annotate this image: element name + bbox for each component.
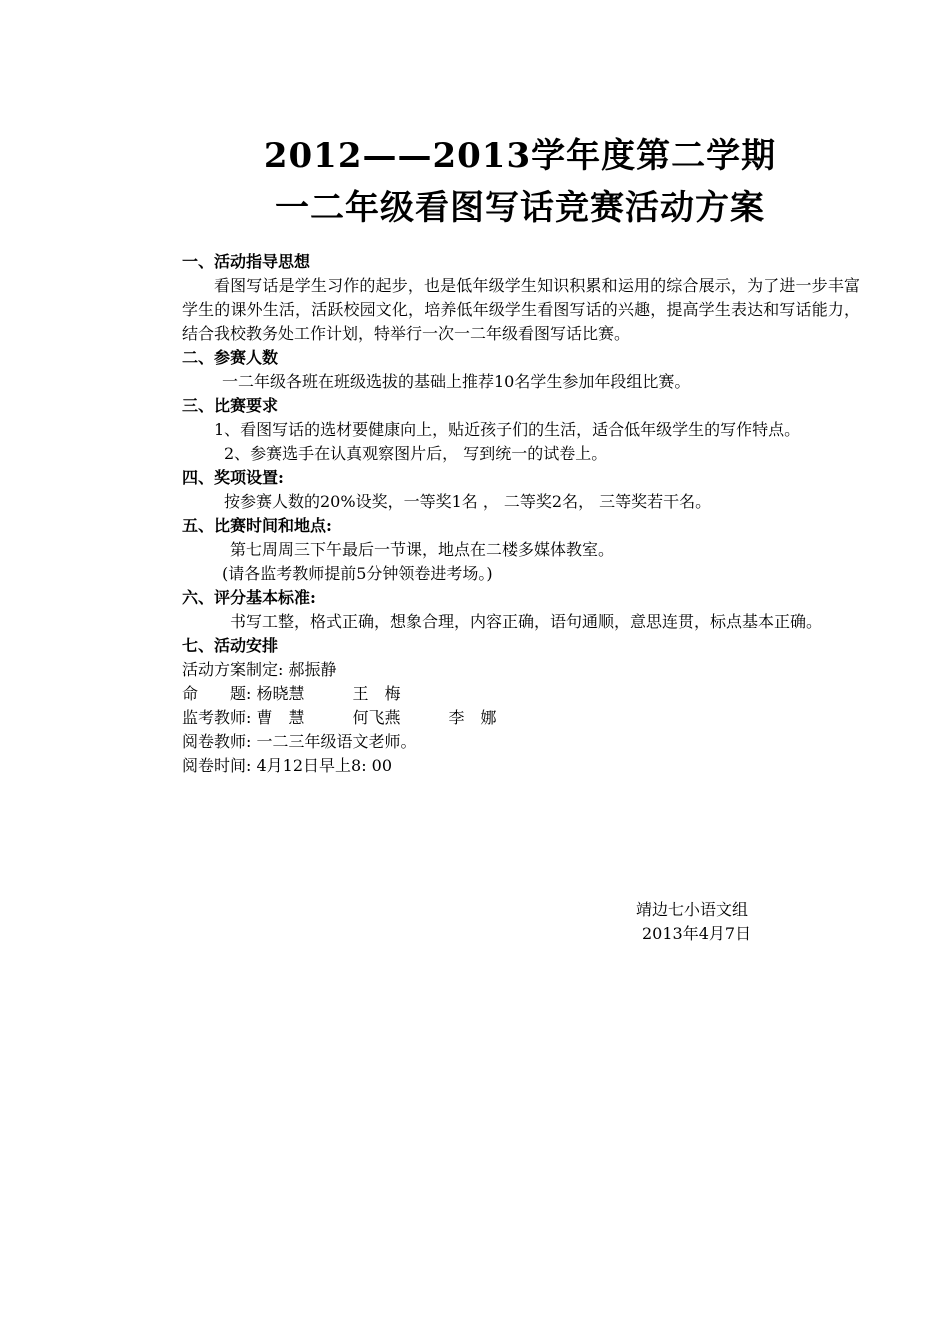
- document-title-line2: 一二年级看图写话竞赛活动方案: [275, 188, 765, 228]
- arrangement-graders: 阅卷教师: 一二三年级语文老师。: [182, 732, 417, 751]
- document-title-line1: 2012——2013学年度第二学期: [263, 136, 777, 176]
- section-heading-arrangement: 七、活动安排: [182, 636, 279, 655]
- requirement-item-2: 2、参赛选手在认真观察图片后， 写到统一的试卷上。: [224, 444, 608, 463]
- section-text-scoring: 书写工整，格式正确，想象合理，内容正确，语句通顺，意思连贯，标点基本正确。: [230, 612, 823, 631]
- requirement-item-1: 1、看图写话的选材要健康向上，贴近孩子们的生活，适合低年级学生的写作特点。: [214, 420, 801, 439]
- section-text-time-place: 第七周周三下午最后一节课，地点在二楼多媒体教室。: [230, 540, 615, 559]
- section-heading-time-place: 五、比赛时间和地点:: [182, 516, 332, 535]
- section-heading-awards: 四、奖项设置:: [182, 468, 284, 487]
- arrangement-grading-time: 阅卷时间: 4月12日早上8: 00: [182, 756, 393, 775]
- section-text-guiding-idea: 看图写话是学生习作的起步，也是低年级学生知识积累和运用的综合展示，为了进一步丰富学生的课外生活，活跃校园文化，培养低年级学生看图写话的兴趣，提高学生表达和写话能力，结合我校教务处工作计划，特举行一次一二年级看图写话比赛。: [182, 276, 860, 343]
- arrangement-plan: 活动方案制定: 郝振静: [182, 660, 337, 679]
- document-body: [182, 250, 860, 778]
- signature-block: [636, 898, 751, 946]
- section-text-awards: 按参赛人数的20%设奖，一等奖1名 ， 二等奖2名， 三等奖若干名。: [224, 492, 712, 511]
- arrangement-proctors: 监考教师: 曹 慧 何飞燕 李 娜: [182, 708, 497, 727]
- section-heading-requirements: 三、比赛要求: [182, 396, 279, 415]
- signature-org: 靖边七小语文组: [636, 900, 749, 919]
- arrangement-topic: 命 题: 杨晓慧 王 梅: [182, 684, 401, 703]
- section-text-participants: 一二年级各班在班级选拔的基础上推荐10名学生参加年段组比赛。: [222, 372, 691, 391]
- section-note-time-place: (请各监考教师提前5分钟领卷进考场。): [222, 564, 493, 583]
- section-heading-participants: 二、参赛人数: [182, 348, 279, 367]
- section-heading-guiding-idea: 一、活动指导思想: [182, 252, 311, 271]
- signature-date: 2013年4月7日: [642, 924, 752, 943]
- section-heading-scoring: 六、评分基本标准:: [182, 588, 316, 607]
